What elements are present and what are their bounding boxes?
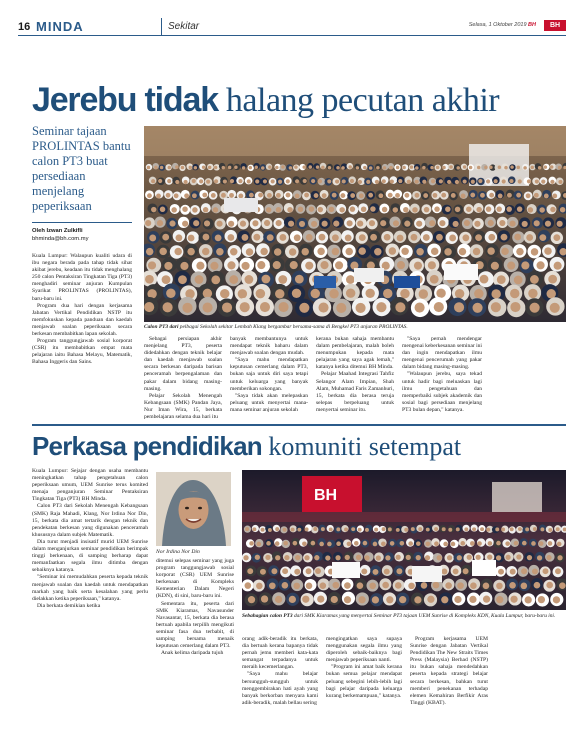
article1-column-3: banyak membantunya untuk mendapat teknik baharu dalam menjawab soalan dengan mudah. "Saya mahu mendapatkan keputusan cemerlang dalam PT3, bukan saja untuk diri saya tetapi untuk keluarga yang banyak memberikan sokongan. "Saya tidak akan melepaskan peluang untuk menyertai mana-mana seminar anjuran sekolah <box>230 336 308 413</box>
page-number: 16 <box>18 21 31 33</box>
issue-date: Selasa, 1 Oktober 2019 BH <box>468 22 536 28</box>
students-group-photo <box>144 126 566 322</box>
article1-column-4: kerana bukan sahaja membantu dalam pembelajaran, malah boleh menumpukan kepada mata pelajaran yang saya agak lemah," katanya ketika ditemui BH Minda. Pelajar Maahad Integrasi Tahfiz Selangor Alam Impian, Shah Alam, Muhamad Faris Zamanhuri, 15, berkata dia berasa teruja selepas berpeluang untuk menyertai seminar itu. <box>316 336 394 413</box>
student-portrait-image <box>156 472 231 546</box>
article-divider <box>32 424 566 426</box>
student-portrait <box>156 472 231 546</box>
article1-column-2: Sebagai persiapan akhir menjelang PT3, peserta didedahkan dengan teknik belajar dan kaedah menjawab soalan secara berkesan daripada barisan penceramah berpengalaman dan pakar dalam bidang masing-masing. Pelajar Sekolah Menengah Kebangsaan (SMK) Pandan Jaya, Nur Iman Wira, 15, berkata pembelajaran selama dua hari itu <box>144 336 222 421</box>
article2-seminar-photo <box>242 470 566 610</box>
section-name: MINDA <box>36 19 84 34</box>
article2-photo-caption: Sebahagian calon PT3 dari SMK Kiaramas yang menyertai Seminar PT3 tajaan UEM Sunrise di Kompleks KDN, Kuala Lumpur, baru-baru ini. <box>242 613 556 619</box>
article1-deck: Seminar tajaan PROLINTAS bantu calon PT3 buat persediaan menjelang peperiksaan <box>32 124 131 213</box>
byline-rule <box>32 222 132 223</box>
article1-column-5: "Saya pernah mendengar mengenai keberkesanan seminar ini dan ingin mendapatkan ilmu mengenai pencerumah yang pakar dalam bidang masing-masing. "Walaupun jerebu, saya tekad untuk hadir bagi meluaskan lagi ilmu pengetahuan dan memperbaiki subjek akademik dan sosial bagi persediaan menjelang PT3 bulan depan," katanya. <box>402 336 482 413</box>
screen-logo: BH <box>314 487 338 504</box>
article2-headline: Perkasa pendidikan komuniti setempat <box>32 431 462 461</box>
subsection-name: Sekitar <box>168 21 200 32</box>
article2-column-5: Program kerjasama UEM Sunrise dengan Jabatan Vertikal Pendidikan The New Straits Times Press (Malaysia) Berhad (NSTP) itu bukan sahaja mendedahkan peserta kepada strategi belajar secara berkesan, bahkan turut memberi penekanan terhadap elemen Kemahiran Berfikir Aras Tinggi (KBAT). <box>410 636 488 706</box>
portrait-caption: Nor Irdina Nor Din <box>156 549 200 555</box>
seminar-participants-photo <box>242 470 566 610</box>
article2-column-3: orang adik-beradik itu berkata, dia bertuah kerana bapanya tidak pernah jemu memberi kata-kata semangat terpadanya untuk meraih kecemerlangan. "Saya mahu belajar bersungguh-sungguh untuk menggembirakan hati ayah yang banyak berkorban menyara kami adik-beradik, malah bellau sering <box>242 636 318 706</box>
article1-column-1: Kuala Lumpur: Walaupun kualiti udara di ibu negara berada pada tahap tidak sihat akibat jerebu, keadaan itu tidak menghalang 250 calon Pentaksiran Tingkatan Tiga (PT3) menghadiri seminar anjuran Kumpulan Syarikat PROLINTAS (PROLINTAS), baru-baru ini. Program dua hari dengan kerjasama Jabatan Vertikal Pendidikan NSTP itu memfokuskan kepada panduan dan kaedah menjawab soalan peperiksaan secara berkesan membabitkan lapan sekolah. Program tanggungjawab sosial korporat (CSR) itu membabitkan empat mata pelajaran iaitu Bahasa Melayu, Matematik, Bahasa Inggeris dan Sains. <box>32 253 132 366</box>
article2-column-4: mengingatkan saya supaya menggunakan segala ilmu yang diperoleh sebaik-baiknya bagi menjawab peperiksaan nanti. "Program ini amat baik kerana bukan semua pelajar mendapat peluang sebegini lebih-lebih lagi bagi pelajar daripada keluarga kurang berkemampuan," katanya. <box>326 636 402 699</box>
masthead-divider <box>161 18 162 35</box>
article2-column-1: Kuala Lumpur: Sejajar dengan usaha membantu meningkatkan tahap pengetahuan calon peperiksaan umum, UEM Sunrise terus komited menaja penganjuran Seminar Pentaksiran Tingkatan Tiga (PT3) BH Minda. Calon PT3 dari Sekolah Menengah Kebangsaan (SMK) Raja Mahadi, Klang, Nor Irdina Nor Din, 15, berkata dia amat tertarik dengan teknik dan pendekatan berkesan yang digunakan penceramah khususnya dalam subjek Matematik. Dia turut menjadi insisatif murid UEM Sunrise dalam menganjurkan seminar pendidikan berimpak tinggi berkenaan, di samping berharap dapat memanfaatkan segala ilmu ditimba dengan sebaiknya katanya. "Seminar ini memudahkan peserta kepada teknik menjawab soalan dan kaedah untuk mendapatkan markah yang baik serta kesalahan yang perlu dielakkan ketika peperiksaan," katanya. Dia berkata demikian ketika <box>32 468 148 609</box>
article1-photo-caption: Calon PT3 dari pelbagai Sekolah sekitar Lembah Klang bergambar bersama-sama di Bengkel PT3 anjuran PROLINTAS. <box>144 324 408 330</box>
masthead <box>18 18 566 36</box>
article2-column-2: ditemui selepas seminar yang juga program tanggungjawab sosial korporat (CSR) UEM Sunrise berkenaan di Kompleks Kementerian Dalam Negeri (KDN), di sini, baru-baru ini. Sementara itu, peserta dari SMK Kiaramas, Navasunder Navasantar, 15, berkata dia berasa bertuah apabila terpilih mengikuti seminar fasa dua terbabit, di samping bersama menaik keputusan cemerlang dalam PT3. Anak kelima daripada tujuh <box>156 558 234 657</box>
article1-byline: Oleh Izwan Zulkifli bhminda@bh.com.my <box>32 228 89 242</box>
article1-headline: Jerebu tidak halang pecutan akhir <box>32 81 500 119</box>
article1-group-photo <box>144 126 566 322</box>
bh-logo: BH <box>544 20 566 31</box>
